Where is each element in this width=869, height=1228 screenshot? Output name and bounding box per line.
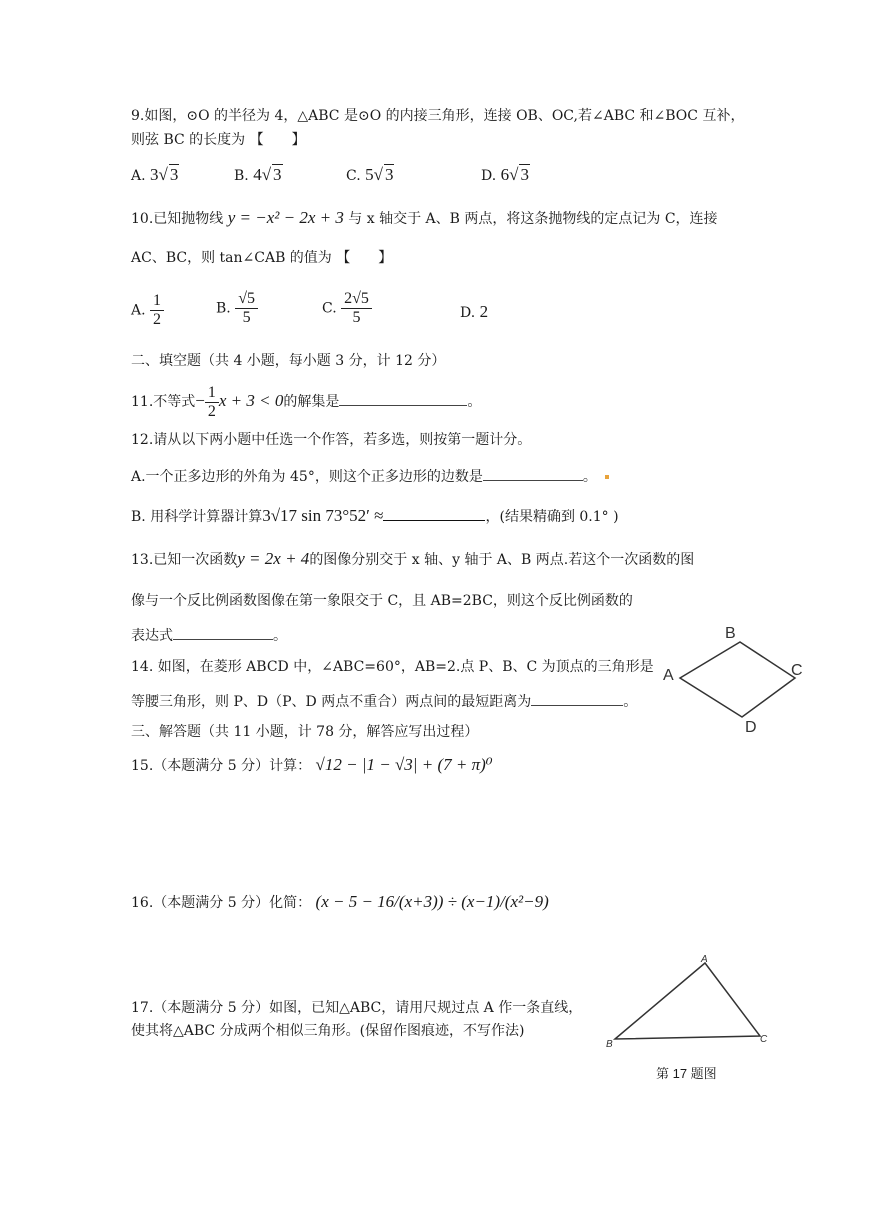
- q10-formula: y = −x² − 2x + 3: [227, 208, 344, 227]
- q17-line1: 17.（本题满分 5 分）如图，已知△ABC，请用尺规过点 A 作一条直线，: [131, 1000, 583, 1016]
- q17-line2: 使其将△ABC 分成两个相似三角形。(保留作图痕迹，不写作法): [131, 1023, 525, 1039]
- q13-answer-blank[interactable]: [173, 625, 273, 640]
- q11-line: 11.不等式− $\frac{1}{2}$ x + 3 < 0的解集是 。: [131, 383, 482, 420]
- q9-option-c: C. 5√ 3: [346, 165, 394, 184]
- triangle-label-b: B: [606, 1039, 613, 1050]
- q9-option-b: B. 4√ 3: [234, 165, 282, 184]
- q14-line1: 14. 如图，在菱形 ABCD 中，∠ABC=60°，AB=2.点 P、B、C 为顶点的三角形是: [131, 659, 654, 675]
- q15-formula: √12 − |1 − √3| + (7 + π)⁰: [315, 755, 493, 774]
- rhombus-shape: [680, 642, 795, 717]
- q13-line2: 像与一个反比例函数图像在第一象限交于 C，且 AB=2BC，则这个反比例函数的: [131, 593, 633, 609]
- rhombus-label-a: A: [663, 667, 674, 684]
- rhombus-label-d: D: [745, 719, 757, 736]
- triangle-shape: [615, 963, 760, 1039]
- q16-line: 16.（本题满分 5 分）化简： (x − 5 − 16/(x+3)) ÷ (x−1)/(x²−9): [131, 892, 549, 911]
- rhombus-label-b: B: [725, 625, 736, 642]
- q13-line3: 表达式 。: [131, 625, 287, 646]
- q9-line1: 9.如图，⊙O 的半径为 4，△ABC 是⊙O 的内接三角形，连接 OB、OC,若∠ABC 和∠BOC 互补，: [131, 108, 745, 124]
- q12-option-b: B. 用科学计算器计算3√17 sin 73°52′ ≈ ，(结果精确到 0.1° ): [131, 506, 619, 525]
- section2-heading: 二、填空题（共 4 小题，每小题 3 分，计 12 分）: [131, 353, 446, 369]
- q10-option-d: D. 2: [460, 302, 489, 321]
- q12-option-a: A.一个正多边形的外角为 45°，则这个正多边形的边数是 。: [131, 466, 609, 487]
- q16-formula: (x − 5 − 16/(x+3)) ÷ (x−1)/(x²−9): [315, 892, 549, 911]
- section3-heading: 三、解答题（共 11 小题，计 78 分，解答应写出过程）: [131, 724, 479, 740]
- rhombus-figure: [655, 622, 815, 737]
- triangle-label-a: A: [701, 954, 708, 965]
- q12b-answer-blank[interactable]: [383, 506, 485, 521]
- q11-answer-blank[interactable]: [339, 391, 467, 406]
- q9-option-d: D. 6√ 3: [481, 165, 529, 184]
- q12-line1: 12.请从以下两小题中任选一个作答，若多选，则按第一题计分。: [131, 432, 532, 448]
- q10-line2: AC、BC，则 tan∠CAB 的值为 【 】: [131, 250, 393, 266]
- q17-figure-caption: 第 17 题图: [656, 1066, 717, 1081]
- q10-option-c: C. $\frac{2√5}{5}$: [322, 290, 372, 327]
- q15-line: 15.（本题满分 5 分）计算： √12 − |1 − √3| + (7 + π)⁰: [131, 755, 493, 774]
- q14-line2: 等腰三角形，则 P、D（P、D 两点不重合）两点间的最短距离为 。: [131, 691, 637, 712]
- q10-line1: 10.已知抛物线 y = −x² − 2x + 3 与 x 轴交于 A、B 两点，将这条抛物线的定点记为 C，连接: [131, 208, 718, 227]
- triangle-label-c: C: [760, 1034, 768, 1045]
- triangle-figure: [600, 950, 780, 1050]
- q12a-answer-blank[interactable]: [483, 466, 583, 481]
- q10-option-a: A. $\frac{1}{2}$: [131, 292, 164, 329]
- marker-dot: [605, 475, 609, 479]
- q9-line2: 则弦 BC 的长度为 【 】: [131, 132, 306, 148]
- q14-answer-blank[interactable]: [531, 691, 623, 706]
- q13-line1: 13.已知一次函数y = 2x + 4的图像分别交于 x 轴、y 轴于 A、B 两点.若这个一次函数的图: [131, 549, 695, 568]
- q10-option-b: B. $\frac{√5}{5}$: [216, 290, 258, 327]
- q9-option-a: A. 3√ 3: [131, 165, 179, 184]
- rhombus-label-c: C: [791, 662, 803, 679]
